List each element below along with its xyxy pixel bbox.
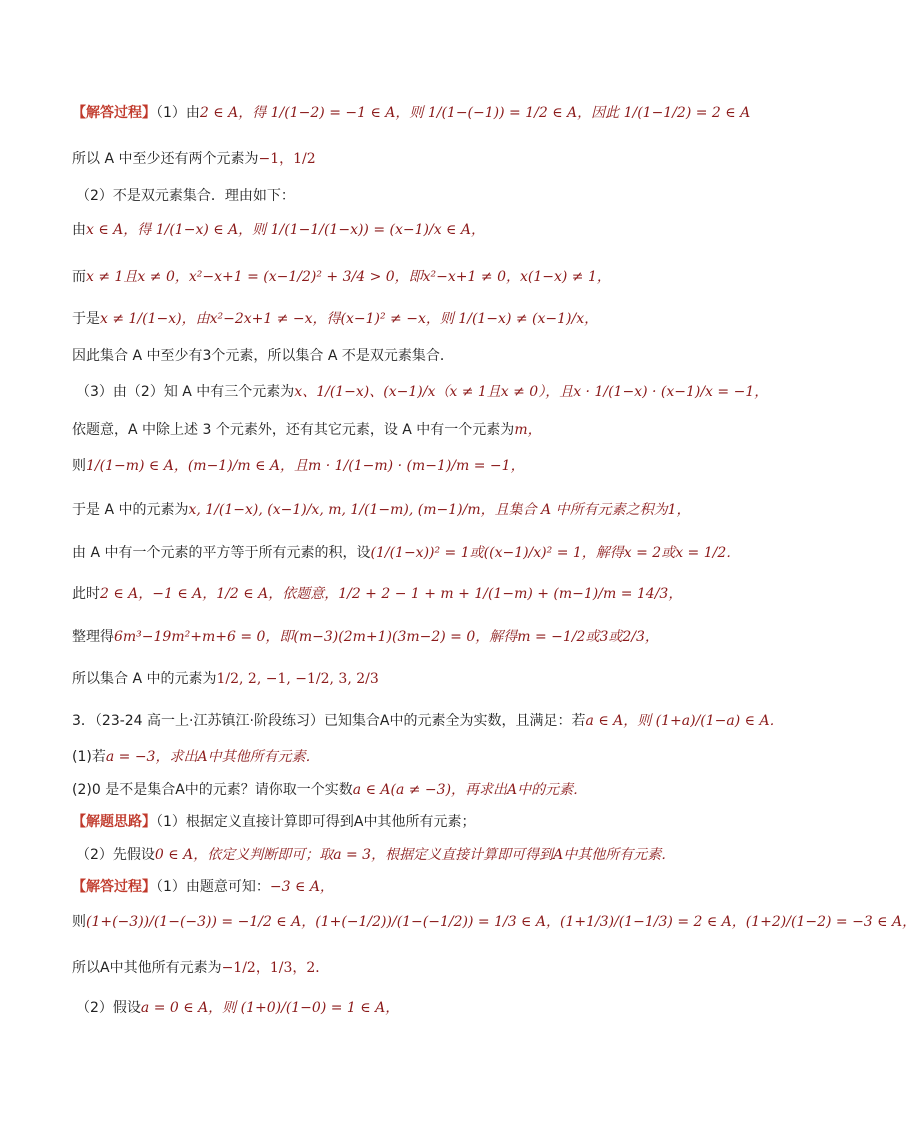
text-line: 此时2 ∈ A，−1 ∈ A，1/2 ∈ A，依题意，1/2 + 2 − 1 + m + 1/(1−m) + (m−1)/m = 14/3， <box>72 586 683 602</box>
text-line: (2)0 是不是集合A中的元素？请你取一个实数a ∈ A(a ≠ −3)，再求出A中的元素． <box>72 782 588 798</box>
solution-idea-tag: 【解题思路】 <box>72 814 156 830</box>
text-line: 依题意，A 中除上述 3 个元素外，还有其它元素，设 A 中有一个元素为m， <box>72 422 542 438</box>
text-line: （2）先假设0 ∈ A，依定义判断即可；取a = 3，根据定义直接计算即可得到A中其他所有元素． <box>76 847 676 863</box>
text-line: 则1/(1−m) ∈ A，(m−1)/m ∈ A，且m · 1/(1−m) · (m−1)/m = −1， <box>72 458 525 474</box>
text-line: 所以集合 A 中的元素为1/2, 2, −1, −1/2, 3, 2/3 <box>72 671 379 687</box>
answer-part1-line: 【解答过程】（1）由题意可知：−3 ∈ A， <box>72 879 334 895</box>
answer-process-tag: 【解答过程】 <box>72 105 156 121</box>
text-line: （2）不是双元素集合．理由如下： <box>76 188 295 204</box>
text-line: 由x ∈ A，得 1/(1−x) ∈ A，则 1/(1−1/(1−x)) = (x−1)/x ∈ A， <box>72 222 485 238</box>
text-line: 则(1+(−3))/(1−(−3)) = −1/2 ∈ A，(1+(−1/2))/(1−(−1/2)) = 1/3 ∈ A，(1+1/3)/(1−1/3) = 2 ∈ A，(1+2)/(1−2) = −3 ∈ A， <box>72 914 916 930</box>
solution-idea-line: 【解题思路】（1）根据定义直接计算即可得到A中其他所有元素； <box>72 814 476 830</box>
answer-part1-line: 【解答过程】（1）由2 ∈ A，得 1/(1−2) = −1 ∈ A，则 1/(1−(−1)) = 1/2 ∈ A，因此 1/(1−1/2) = 2 ∈ A <box>72 105 751 121</box>
text-line: 因此集合 A 中至少有3个元素，所以集合 A 不是双元素集合． <box>72 348 454 364</box>
text-line: 于是 A 中的元素为x, 1/(1−x), (x−1)/x, m, 1/(1−m), (m−1)/m，且集合 A 中所有元素之积为1， <box>72 502 691 518</box>
text-line: 所以A中其他所有元素为−1/2，1/3，2． <box>72 960 330 976</box>
text-line: 由 A 中有一个元素的平方等于所有元素的积，设(1/(1−x))² = 1或((x−1)/x)² = 1，解得x = 2或x = 1/2． <box>72 545 741 561</box>
text-line: 整理得6m³−19m²+m+6 = 0，即(m−3)(2m+1)(3m−2) = 0，解得m = −1/2或3或2/3， <box>72 629 659 645</box>
answer-process-tag: 【解答过程】 <box>72 879 156 895</box>
text-line: 所以 A 中至少还有两个元素为−1，1/2 <box>72 151 316 167</box>
text-line: 而x ≠ 1且x ≠ 0，x²−x+1 = (x−1/2)² + 3/4 > 0，即x²−x+1 ≠ 0，x(1−x) ≠ 1， <box>72 269 611 285</box>
text-line: (1)若a = −3，求出A中其他所有元素． <box>72 749 320 765</box>
text-line: 于是x ≠ 1/(1−x)，由x²−2x+1 ≠ −x，得(x−1)² ≠ −x，则 1/(1−x) ≠ (x−1)/x， <box>72 311 599 327</box>
text-line: （3）由（2）知 A 中有三个元素为x、1/(1−x)、(x−1)/x（x ≠ 1且x ≠ 0），且x · 1/(1−x) · (x−1)/x = −1， <box>76 384 769 400</box>
text-line: （2）假设a = 0 ∈ A，则 (1+0)/(1−0) = 1 ∈ A， <box>76 1000 400 1016</box>
question-3-line: 3．（23-24 高一上·江苏镇江·阶段练习）已知集合A中的元素全为实数，且满足：若a ∈ A，则 (1+a)/(1−a) ∈ A． <box>72 713 784 729</box>
